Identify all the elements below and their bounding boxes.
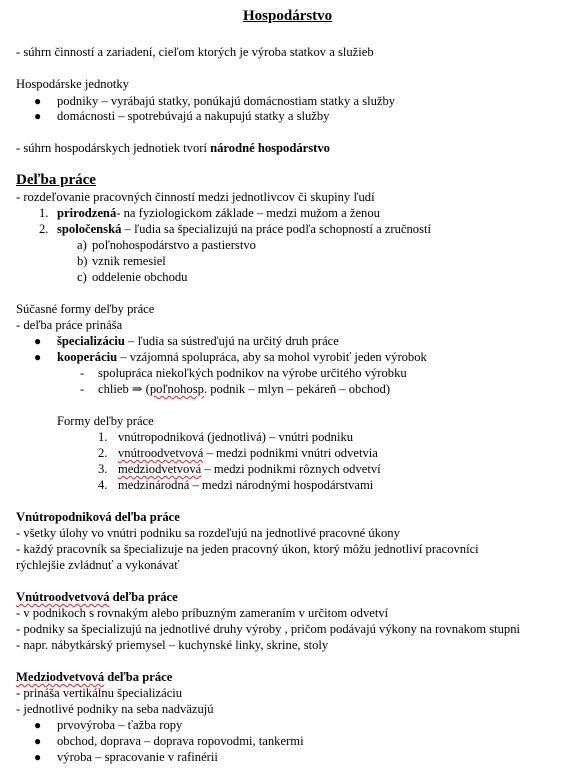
current-forms-intro: - deľba práce prináša: [16, 318, 123, 332]
list-item: výroba – spracovanie v rafinérii: [57, 750, 218, 764]
intrasector-line: - podniky sa špecializujú na jednotlivé druhy výroby , pričom podávajú výkony na rovnakom stupni: [16, 622, 521, 636]
intra-line: rýchlejšie zvládnuť a vykonávať: [16, 558, 180, 572]
current-forms-heading: Súčasné formy deľby práce: [16, 302, 155, 316]
division-intro: - rozdeľovanie pracovných činností medzi jednotlivcov či skupiny ľudí: [16, 190, 375, 204]
page-title: Hospodárstvo: [243, 8, 333, 24]
list-number: 2.: [98, 446, 108, 460]
list-item: vnútroodvetvová – medzi podnikmi vnútri odvetvia: [118, 446, 378, 460]
units-heading: Hospodárske jednotky: [16, 77, 129, 91]
intersector-line: - prináša vertikálnu špecializáciu: [16, 686, 183, 700]
list-letter: c): [77, 270, 87, 284]
list-item: oddelenie obchodu: [92, 270, 188, 284]
intrasector-line: - napr. nábytkárský priemysel – kuchynské linky, skrine, stoly: [16, 638, 329, 652]
list-item: obchod, doprava – doprava ropovodmi, tankermi: [57, 734, 304, 748]
list-number: 1.: [39, 206, 49, 220]
bullet-icon: ●: [34, 334, 42, 348]
list-item: spolupráca niekoľkých podnikov na výrobe určitého výrobku: [98, 366, 407, 380]
list-number: 4.: [98, 478, 108, 492]
intra-heading: Vnútropodniková deľba práce: [16, 510, 180, 524]
list-item: kooperáciu – vzájomná spolupráca, aby sa mohol vyrobiť jeden výrobok: [57, 350, 427, 364]
dash-bullet: -: [80, 382, 85, 396]
list-item: medziodvetvová – medzi podnikmi rôznych odvetví: [118, 462, 381, 476]
list-item: domácnosti – spotrebúvajú a nakupujú statky a služby: [57, 109, 330, 123]
list-item: vnútropodniková (jednotlivá) – vnútri podniku: [118, 430, 354, 444]
intra-line: - všetky úlohy vo vnútri podniku sa rozdeľujú na jednotlivé pracovné úkony: [16, 526, 400, 540]
list-item: špecializáciu – ľudia sa sústreďujú na určitý druh práce: [57, 334, 339, 348]
intra-line: - každý pracovník sa špecializuje na jeden pracovný úkon, ktorý môžu jednotliví pracovníci: [16, 542, 479, 556]
list-item: podniky – vyrábajú statky, ponúkajú domácnostiam statky a služby: [57, 94, 396, 108]
list-number: 1.: [98, 430, 108, 444]
bullet-icon: ●: [34, 109, 42, 123]
list-letter: a): [77, 238, 87, 252]
bullet-icon: ●: [34, 750, 42, 764]
list-item: medzinárodná – medzi národnými hospodárstvami: [118, 478, 374, 492]
list-item: prvovýroba – ťažba ropy: [57, 718, 183, 732]
intrasector-line: - v podnikoch s rovnakým alebo príbuzným zameraním v určitom odvetví: [16, 606, 389, 620]
list-item: spoločenská – ľudia sa špecializujú na práce podľa schopností a zručností: [57, 222, 431, 236]
list-item: prirodzená- na fyziologickom základe – medzi mužom a ženou: [57, 206, 380, 220]
intersector-heading: Medziodvetvová deľba práce: [16, 670, 173, 684]
list-item: poľnohospodárstvo a pastierstvo: [92, 238, 256, 252]
list-letter: b): [77, 254, 88, 268]
bullet-icon: ●: [34, 734, 42, 748]
intrasector-heading: Vnútroodvetvová deľba práce: [16, 590, 178, 604]
list-item: chlieb ⇒ (poľnohosp. podnik – mlyn – pekáreň – obchod): [98, 382, 391, 396]
list-item: vznik remesiel: [92, 254, 166, 268]
list-number: 3.: [98, 462, 108, 476]
bullet-icon: ●: [34, 94, 42, 108]
forms-heading: Formy deľby práce: [57, 414, 154, 428]
bullet-icon: ●: [34, 350, 42, 364]
intro-line: - súhrn činností a zariadení, cieľom ktorých je výroba statkov a služieb: [16, 45, 374, 59]
intersector-line: - jednotlivé podniky na seba nadväzujú: [16, 702, 214, 716]
bullet-icon: ●: [34, 718, 42, 732]
division-heading: Deľba práce: [16, 172, 96, 188]
national-economy-line: - súhrn hospodárskych jednotiek tvorí národné hospodárstvo: [16, 141, 330, 155]
dash-bullet: -: [80, 366, 85, 380]
list-number: 2.: [39, 222, 49, 236]
